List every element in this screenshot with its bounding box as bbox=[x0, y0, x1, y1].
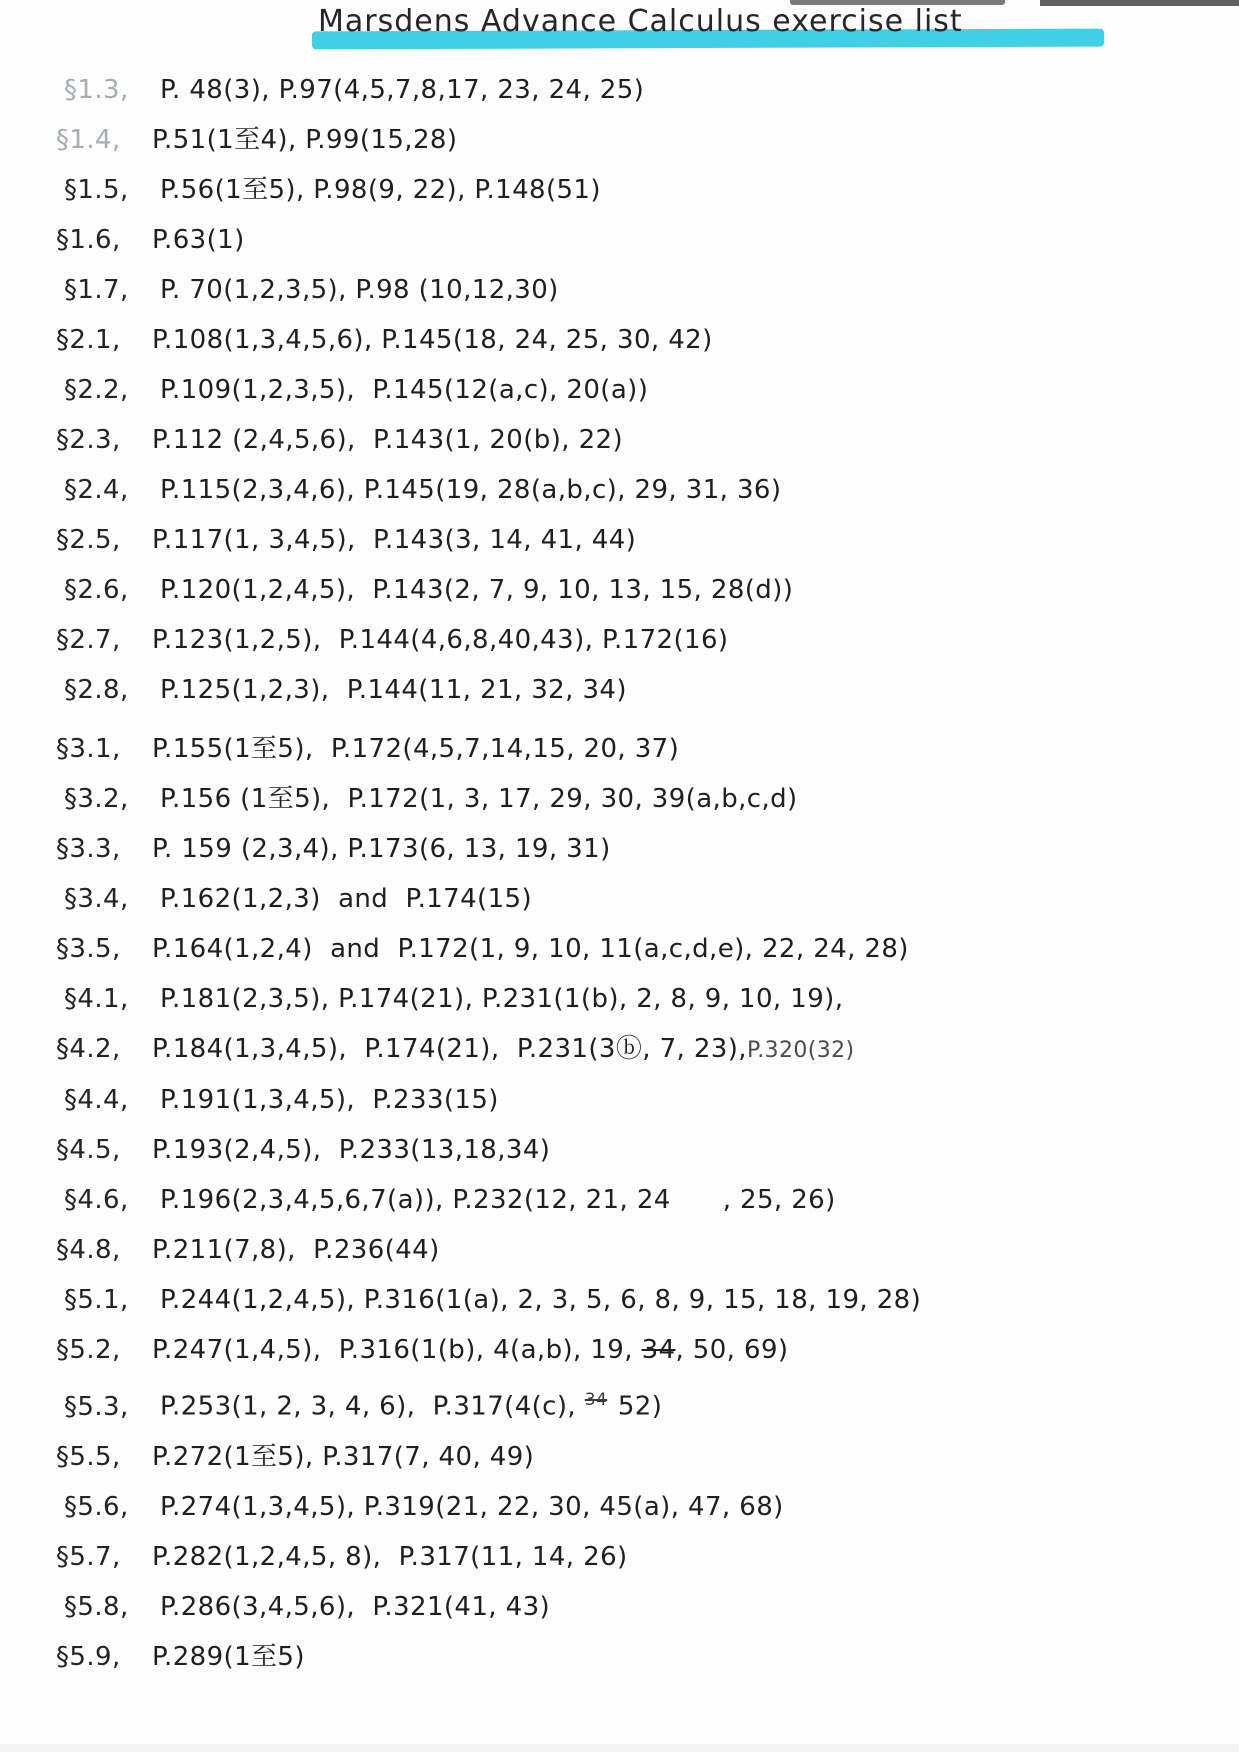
line-segment: P.51(1至4), P.99(15,28) bbox=[152, 125, 458, 155]
line-body bbox=[160, 472, 781, 509]
exercise-line bbox=[56, 472, 1209, 509]
section-label: §5.9, bbox=[56, 1641, 121, 1672]
section-label: §5.2, bbox=[56, 1335, 121, 1365]
section-label: §4.6, bbox=[64, 1185, 129, 1215]
exercise-line bbox=[56, 672, 1209, 709]
section-label: §3.1, bbox=[56, 734, 121, 764]
line-segment: P.196(2,3,4,5,6,7(a)), P.232(12, 21, 24 , 25, 26) bbox=[160, 1185, 836, 1215]
line-segment: 52) bbox=[609, 1391, 663, 1422]
line-segment: P.184(1,3,4,5), P.174(21), P.231(3ⓑ, 7, 23), bbox=[152, 1034, 747, 1064]
exercise-line bbox=[56, 1082, 1209, 1119]
section-label: §1.4, bbox=[56, 125, 121, 155]
line-body bbox=[152, 1232, 440, 1269]
line-segment: P.289(1至5) bbox=[152, 1641, 305, 1672]
line-segment: P.155(1至5), P.172(4,5,7,14,15, 20, 37) bbox=[152, 734, 680, 764]
line-body bbox=[160, 1182, 836, 1219]
line-body bbox=[152, 1332, 788, 1369]
line-body bbox=[152, 222, 245, 259]
line-body bbox=[160, 1489, 784, 1526]
line-body bbox=[160, 672, 627, 709]
line-segment: P.253(1, 2, 3, 4, 6), P.317(4(c), bbox=[160, 1391, 585, 1422]
line-segment: , 50, 69) bbox=[675, 1335, 789, 1365]
exercise-line bbox=[56, 222, 1209, 259]
section-label: §1.7, bbox=[64, 275, 129, 305]
line-segment: P.56(1至5), P.98(9, 22), P.148(51) bbox=[160, 175, 601, 205]
line-body bbox=[160, 272, 559, 309]
exercise-line bbox=[56, 1489, 1209, 1526]
section-label: §5.3, bbox=[64, 1391, 129, 1422]
line-body bbox=[160, 372, 648, 409]
section-label: §1.6, bbox=[56, 225, 121, 255]
exercise-line bbox=[56, 831, 1209, 868]
exercise-line bbox=[56, 781, 1209, 818]
line-body bbox=[152, 522, 636, 559]
section-label: §2.2, bbox=[64, 375, 129, 405]
line-segment: 34 bbox=[584, 1390, 608, 1410]
exercise-line bbox=[56, 122, 1209, 159]
exercise-line bbox=[56, 622, 1209, 659]
section-label: §4.5, bbox=[56, 1135, 121, 1165]
exercise-line bbox=[56, 1439, 1209, 1476]
section-label: §5.8, bbox=[64, 1591, 129, 1622]
exercise-line bbox=[56, 1382, 1209, 1426]
line-body bbox=[152, 1031, 855, 1069]
exercise-line bbox=[56, 272, 1209, 309]
exercise-line bbox=[56, 422, 1209, 459]
exercise-line bbox=[56, 931, 1209, 968]
line-segment: P.282(1,2,4,5, 8), P.317(11, 14, 26) bbox=[152, 1541, 628, 1572]
exercise-line bbox=[56, 372, 1209, 409]
line-segment: P.274(1,3,4,5), P.319(21, 22, 30, 45(a), 47, 68) bbox=[160, 1491, 784, 1522]
exercise-line bbox=[56, 522, 1209, 559]
line-body bbox=[152, 1639, 305, 1676]
section-label: §2.5, bbox=[56, 525, 121, 555]
line-segment: P.109(1,2,3,5), P.145(12(a,c), 20(a)) bbox=[160, 375, 649, 405]
exercise-line bbox=[56, 1332, 1209, 1369]
line-segment: P.181(2,3,5), P.174(21), P.231(1(b), 2, 8, 9, 10, 19), bbox=[160, 984, 844, 1014]
exercise-line bbox=[56, 322, 1209, 359]
line-body bbox=[160, 1282, 921, 1319]
line-segment: P.123(1,2,5), P.144(4,6,8,40,43), P.172(16) bbox=[152, 625, 729, 655]
line-body bbox=[160, 172, 601, 209]
line-segment: P.120(1,2,4,5), P.143(2, 7, 9, 10, 13, 15, 28(d)) bbox=[160, 575, 794, 605]
exercise-line bbox=[56, 1232, 1209, 1269]
line-body bbox=[160, 1589, 550, 1626]
section-label: §4.2, bbox=[56, 1034, 121, 1064]
exercise-line bbox=[56, 1589, 1209, 1626]
section-label: §2.7, bbox=[56, 625, 121, 655]
exercise-line bbox=[56, 572, 1209, 609]
exercise-line bbox=[56, 981, 1209, 1018]
line-segment: P.286(3,4,5,6), P.321(41, 43) bbox=[160, 1591, 551, 1622]
section-label: §2.6, bbox=[64, 575, 129, 605]
section-label: §2.8, bbox=[64, 675, 129, 705]
line-body bbox=[160, 981, 843, 1018]
exercise-line bbox=[56, 1031, 1209, 1069]
line-segment: P.117(1, 3,4,5), P.143(3, 14, 41, 44) bbox=[152, 525, 637, 555]
line-body bbox=[152, 931, 909, 968]
line-segment: P.156 (1至5), P.172(1, 3, 17, 29, 30, 39(a,b,c,d) bbox=[160, 784, 798, 814]
line-body bbox=[152, 1539, 628, 1576]
exercise-list bbox=[56, 72, 1209, 1689]
section-label: §4.1, bbox=[64, 984, 129, 1014]
line-segment: P. 48(3), P.97(4,5,7,8,17, 23, 24, 25) bbox=[160, 75, 645, 105]
page-title: Marsdens Advance Calculus exercise list bbox=[318, 4, 963, 39]
line-segment: P.191(1,3,4,5), P.233(15) bbox=[160, 1085, 499, 1115]
section-label: §5.7, bbox=[56, 1541, 121, 1572]
line-body bbox=[160, 781, 798, 818]
line-body bbox=[160, 72, 644, 109]
line-body bbox=[152, 622, 728, 659]
line-body bbox=[160, 1382, 662, 1426]
line-segment: P.112 (2,4,5,6), P.143(1, 20(b), 22) bbox=[152, 425, 623, 455]
line-body bbox=[152, 1132, 550, 1169]
line-body bbox=[152, 1439, 534, 1476]
exercise-line bbox=[56, 731, 1209, 768]
line-segment: 34 bbox=[641, 1335, 676, 1365]
line-segment: P.320(32) bbox=[746, 1038, 855, 1063]
section-label: §5.6, bbox=[64, 1491, 129, 1522]
section-label: §3.5, bbox=[56, 934, 121, 964]
line-segment: P.244(1,2,4,5), P.316(1(a), 2, 3, 5, 6, 8, 9, 15, 18, 19, 28) bbox=[160, 1285, 922, 1315]
line-body bbox=[152, 831, 611, 868]
line-segment: P.272(1至5), P.317(7, 40, 49) bbox=[152, 1441, 535, 1472]
line-segment: P.125(1,2,3), P.144(11, 21, 32, 34) bbox=[160, 675, 627, 705]
title-block bbox=[318, 4, 1198, 56]
line-body bbox=[152, 322, 713, 359]
line-segment: P.164(1,2,4) and P.172(1, 9, 10, 11(a,c,d,e), 22, 24, 28) bbox=[152, 934, 909, 964]
exercise-line bbox=[56, 1282, 1209, 1319]
section-label: §3.4, bbox=[64, 884, 129, 914]
line-segment: P.115(2,3,4,6), P.145(19, 28(a,b,c), 29, 31, 36) bbox=[160, 475, 782, 505]
exercise-line bbox=[56, 1182, 1209, 1219]
section-label: §5.5, bbox=[56, 1441, 121, 1472]
line-segment: P.108(1,3,4,5,6), P.145(18, 24, 25, 30, 42) bbox=[152, 325, 713, 355]
section-label: §1.3, bbox=[64, 75, 129, 105]
section-label: §1.5, bbox=[64, 175, 129, 205]
section-label: §4.4, bbox=[64, 1085, 129, 1115]
exercise-line bbox=[56, 72, 1209, 109]
exercise-line bbox=[56, 1539, 1209, 1576]
line-body bbox=[160, 881, 532, 918]
line-segment: P. 159 (2,3,4), P.173(6, 13, 19, 31) bbox=[152, 834, 611, 864]
line-segment: P.162(1,2,3) and P.174(15) bbox=[160, 884, 533, 914]
line-body bbox=[152, 122, 457, 159]
line-body bbox=[160, 1082, 499, 1119]
exercise-line bbox=[56, 1639, 1209, 1676]
line-body bbox=[152, 422, 623, 459]
exercise-line bbox=[56, 1132, 1209, 1169]
section-label: §2.3, bbox=[56, 425, 121, 455]
exercise-line bbox=[56, 172, 1209, 209]
line-segment: P.63(1) bbox=[152, 225, 245, 255]
section-label: §2.4, bbox=[64, 475, 129, 505]
section-label: §2.1, bbox=[56, 325, 121, 355]
line-segment: P. 70(1,2,3,5), P.98 (10,12,30) bbox=[160, 275, 559, 305]
line-segment: P.193(2,4,5), P.233(13,18,34) bbox=[152, 1135, 551, 1165]
scan-artifact-bottom bbox=[0, 1744, 1239, 1752]
section-label: §5.1, bbox=[64, 1285, 129, 1315]
line-body bbox=[160, 572, 793, 609]
section-label: §3.2, bbox=[64, 784, 129, 814]
line-body bbox=[152, 731, 679, 768]
line-segment: P.247(1,4,5), P.316(1(b), 4(a,b), 19, bbox=[152, 1335, 642, 1365]
exercise-line bbox=[56, 881, 1209, 918]
line-segment: P.211(7,8), P.236(44) bbox=[152, 1235, 440, 1265]
section-label: §4.8, bbox=[56, 1235, 121, 1265]
section-label: §3.3, bbox=[56, 834, 121, 864]
